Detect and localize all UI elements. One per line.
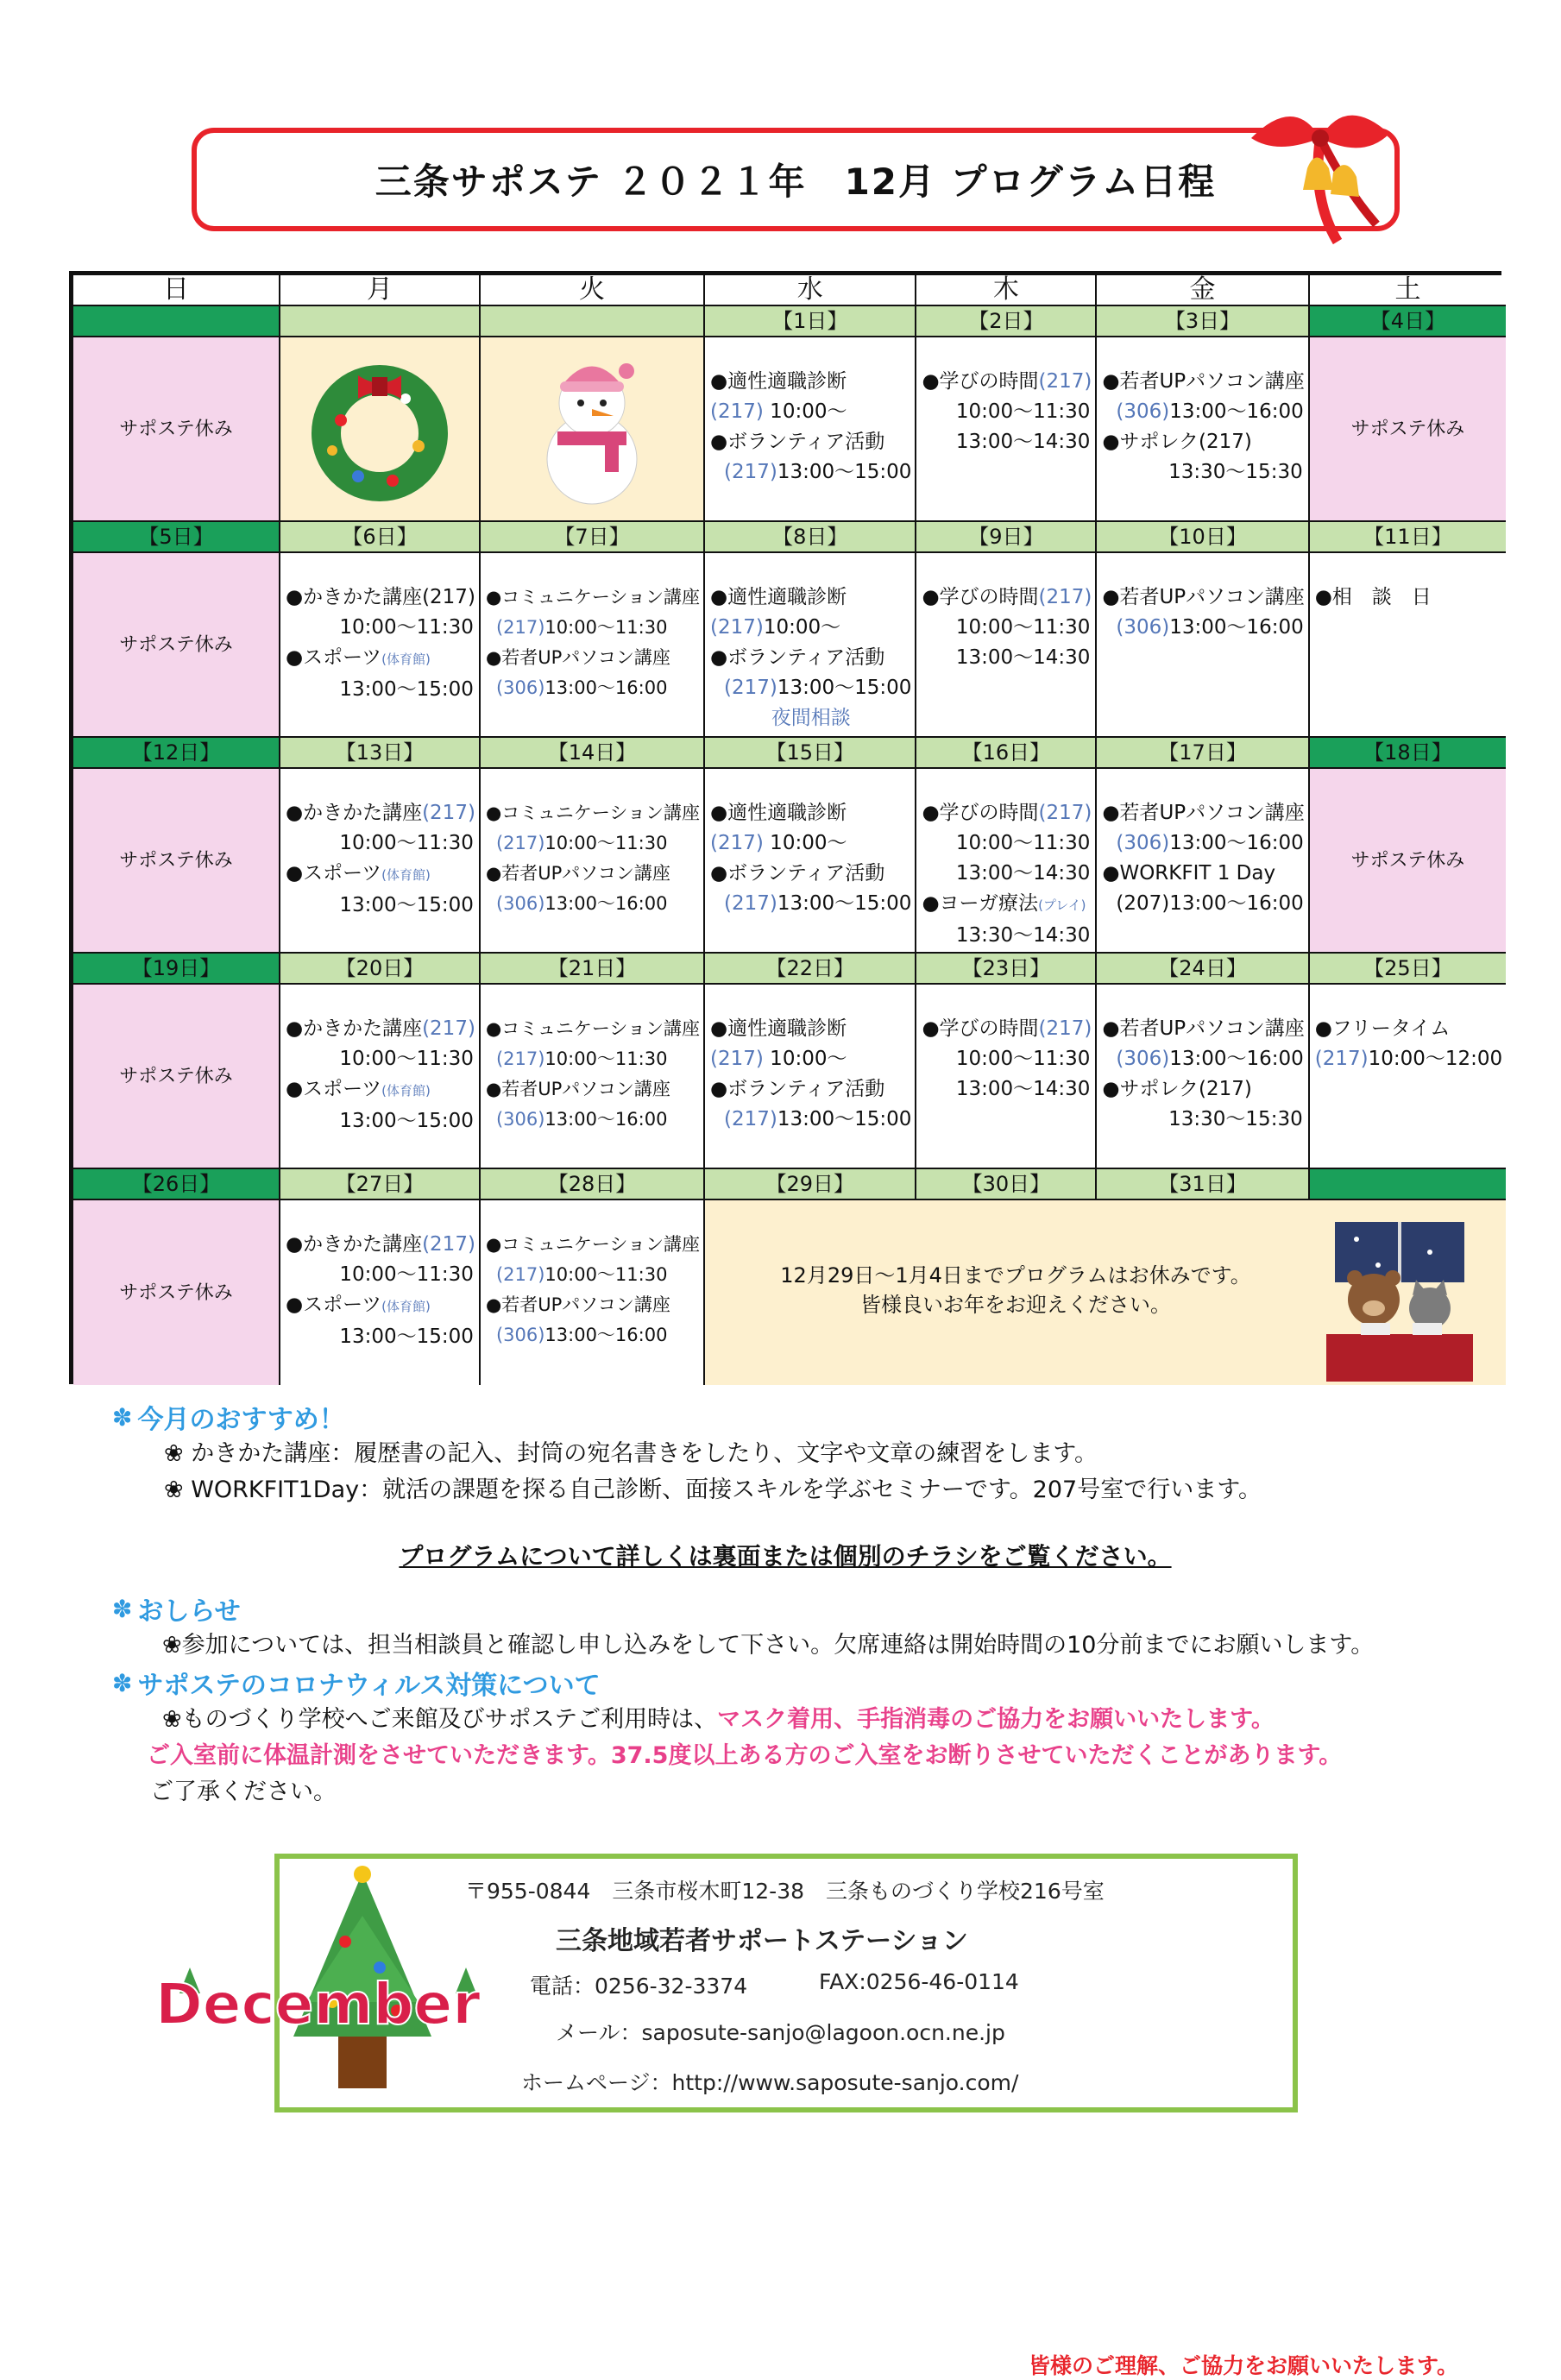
website: ホームページ：http://www.saposute-sanjo.com/ <box>521 2070 1019 2095</box>
time-label: 10:00～11:30 <box>339 616 474 639</box>
program-entry: ●学びの時間 <box>922 802 1039 824</box>
schedule-cell <box>481 553 705 738</box>
place-label: (体育館) <box>381 867 431 883</box>
program-entry: ●若者UPパソコン講座 <box>485 863 670 884</box>
date-label <box>280 306 481 337</box>
fax: FAX:0256-46-0114 <box>819 1969 1019 1994</box>
program-entry: ●適性適職診断 <box>710 802 847 824</box>
time-label: 13:00～15:00 <box>339 894 474 916</box>
date-label: 【1日】 <box>705 306 916 337</box>
time-label: 10:00～11:30 <box>544 1048 668 1069</box>
program-entry: ●かきかた講座 <box>286 802 423 824</box>
closed-cell <box>73 553 280 738</box>
closed-cell <box>73 769 280 954</box>
date-label: 【26日】 <box>73 1169 280 1200</box>
time-label: 13:00～16:00 <box>544 677 668 698</box>
program-entry: ●ボランティア活動 <box>710 431 885 453</box>
place-label: (体育館) <box>381 1083 431 1099</box>
time-label: 13:30～15:30 <box>1168 461 1303 483</box>
weekday-header-thu: 木 <box>916 275 1097 306</box>
date-label: 【7日】 <box>481 522 705 553</box>
snowman-illustration <box>481 337 705 522</box>
room-label: (217) <box>710 400 764 423</box>
room-label: (217) <box>1314 1048 1369 1070</box>
program-entry: ●適性適職診断 <box>710 1017 847 1040</box>
weekday-header-wed: 水 <box>705 275 916 306</box>
date-label: 【31日】 <box>1097 1169 1309 1200</box>
weekday-header-sat: 土 <box>1310 275 1506 306</box>
calendar-grid <box>69 271 1501 1384</box>
time-label: 10:00～11:30 <box>955 616 1091 639</box>
schedule-cell <box>280 985 481 1169</box>
program-entry: ●適性適職診断 <box>710 586 847 608</box>
room-label: (217) <box>1038 1017 1092 1040</box>
time-label: 10:00～11:30 <box>544 617 668 638</box>
program-entry: ●スポーツ <box>286 1294 382 1316</box>
closed-label: サポステ休み <box>119 849 233 872</box>
flower-icon: ✽ <box>112 1668 133 1697</box>
schedule-cell <box>705 337 916 522</box>
closed-cell <box>73 1200 280 1385</box>
time-label: 13:00～15:00 <box>777 1108 912 1130</box>
room-label: (306) <box>1116 1048 1170 1070</box>
recommend-heading: ✽ 今月のおすすめ！ <box>112 1402 345 1435</box>
notice-item: ❀参加については、担当相談員と確認し申し込みをして下さい。欠席連絡は開始時間の10分前までにお願いします。 <box>162 1632 1375 1659</box>
weekday-header-tue: 火 <box>481 275 705 306</box>
schedule-cell <box>916 553 1097 738</box>
date-label: 【24日】 <box>1097 954 1309 985</box>
room-label: (306) <box>1116 400 1170 423</box>
phone: 電話：0256-32-3374 <box>530 1974 748 1999</box>
program-entry: ●スポーツ <box>286 1078 382 1100</box>
date-label: 【6日】 <box>280 522 481 553</box>
time-label: 10:00～ <box>763 1048 847 1070</box>
date-label: 【18日】 <box>1310 738 1506 769</box>
time-label: 10:00～11:30 <box>339 832 474 854</box>
room-label: (217) <box>422 802 475 824</box>
program-entry: ●サポレク(217) <box>1102 431 1252 453</box>
schedule-cell <box>1310 985 1506 1169</box>
program-entry: ●スポーツ <box>286 646 382 669</box>
closed-label: サポステ休み <box>1350 418 1465 440</box>
time-label: 10:00～11:30 <box>544 833 668 853</box>
december-label: December <box>155 1971 481 2037</box>
program-entry: ●コミュニケーション講座 <box>485 587 701 608</box>
weekday-header-mon: 月 <box>280 275 481 306</box>
time-label: 13:00～16:00 <box>544 1325 668 1345</box>
closed-cell <box>73 337 280 522</box>
time-label: 10:00～12:00 <box>1368 1048 1503 1070</box>
time-label: 13:00～16:00 <box>1169 616 1304 639</box>
organization-name: 三条地域若者サポートステーション <box>556 1926 968 1956</box>
room-label: (306) <box>495 1109 545 1130</box>
schedule-cell <box>705 553 916 738</box>
snowman-icon <box>527 347 657 511</box>
time-label: 13:00～16:00 <box>544 1109 668 1130</box>
email: メール：saposute-sanjo@lagoon.ocn.ne.jp <box>556 2020 1005 2045</box>
date-label: 【21日】 <box>481 954 705 985</box>
room-label: (217) <box>495 1264 545 1285</box>
program-entry: ●若者UPパソコン講座 <box>1102 1017 1305 1040</box>
schedule-cell <box>280 769 481 954</box>
place-label: (体育館) <box>381 1299 431 1314</box>
time-label: 13:00～15:00 <box>339 1325 474 1348</box>
bell-ribbon-icon <box>1225 86 1415 259</box>
flower-icon: ✽ <box>112 1402 133 1432</box>
room-label: (217) <box>495 617 545 638</box>
date-label: 【12日】 <box>73 738 280 769</box>
program-entry: ●相 談 日 <box>1314 586 1432 608</box>
date-label: 【5日】 <box>73 522 280 553</box>
room-label: (217) <box>422 1017 475 1040</box>
night-consultation-label: 夜間相談 <box>771 707 851 729</box>
corona-item: ❀ものづくり学校へご来館及びサポステご利用時は、マスク着用、手指消毒のご協力をお願いいたします。 <box>162 1706 1275 1733</box>
date-label: 【8日】 <box>705 522 916 553</box>
christmas-tree-illustration <box>138 1864 544 2097</box>
title-box <box>192 128 1400 231</box>
time-label: 13:00～16:00 <box>1169 832 1304 854</box>
program-entry: ●学びの時間 <box>922 586 1039 608</box>
schedule-cell <box>916 985 1097 1169</box>
schedule-cell <box>1097 985 1309 1169</box>
schedule-cell <box>280 553 481 738</box>
date-label: 【11日】 <box>1310 522 1506 553</box>
room-label: (217) <box>1038 586 1092 608</box>
corona-item: ご了承ください。 <box>150 1779 337 1805</box>
date-label: 【25日】 <box>1310 954 1506 985</box>
date-label: 【19日】 <box>73 954 280 985</box>
notice-heading: ✽ おしらせ <box>112 1594 241 1627</box>
time-label: 10:00～ <box>763 400 847 423</box>
schedule-cell <box>916 337 1097 522</box>
schedule-cell <box>1097 337 1309 522</box>
time-label: 13:00～15:00 <box>339 1110 474 1132</box>
room-label: (217) <box>1038 370 1092 393</box>
closed-cell <box>73 985 280 1169</box>
time-label: 13:00～14:30 <box>955 646 1091 669</box>
date-label: 【2日】 <box>916 306 1097 337</box>
room-label: (217) <box>495 833 545 853</box>
thanks-note: 皆様のご理解、ご協力をお願いいたします。 <box>1028 2353 1458 2378</box>
flower-icon: ✽ <box>112 1594 133 1623</box>
schedule-cell <box>481 1200 705 1385</box>
time-label: 10:00～11:30 <box>955 400 1091 423</box>
schedule-cell <box>1097 769 1309 954</box>
details-notice: プログラムについて詳しくは裏面または個別のチラシをご覧ください。 <box>399 1542 1172 1571</box>
time-label: 13:00～16:00 <box>1169 400 1304 423</box>
program-entry: ●学びの時間 <box>922 1017 1039 1040</box>
program-entry: ●WORKFIT 1 Day <box>1102 862 1276 885</box>
holiday-message-line: 皆様良いお年をお迎えください。 <box>860 1293 1172 1317</box>
schedule-cell <box>1097 553 1309 738</box>
date-label: 【4日】 <box>1310 306 1506 337</box>
program-entry: ●若者UPパソコン講座 <box>1102 802 1305 824</box>
schedule-cell <box>705 985 916 1169</box>
date-label: 【10日】 <box>1097 522 1309 553</box>
room-label: (306) <box>495 677 545 698</box>
schedule-cell <box>481 985 705 1169</box>
date-label: 【20日】 <box>280 954 481 985</box>
date-label: 【23日】 <box>916 954 1097 985</box>
time-label: 10:00～11:30 <box>544 1264 668 1285</box>
time-label: 10:00～ <box>763 616 841 639</box>
program-entry: ●若者UPパソコン講座 <box>485 647 670 668</box>
place-label: (体育館) <box>381 652 431 667</box>
time-label: 13:00～15:00 <box>777 461 912 483</box>
program-entry: ●若者UPパソコン講座 <box>485 1079 670 1099</box>
date-label <box>481 306 705 337</box>
schedule-cell <box>916 769 1097 954</box>
room-label: (217) <box>724 892 777 915</box>
room-label: (217) <box>724 461 777 483</box>
program-entry: ●かきかた講座 <box>286 1017 423 1040</box>
date-label <box>1310 1169 1506 1200</box>
room-label: (306) <box>495 1325 545 1345</box>
room-label: (306) <box>495 893 545 914</box>
date-label: 【27日】 <box>280 1169 481 1200</box>
page-title: 三条サポステ ２０２１年 12月 プログラム日程 <box>375 161 1217 203</box>
time-label: 10:00～11:30 <box>339 1048 474 1070</box>
date-label: 【15日】 <box>705 738 916 769</box>
date-label: 【16日】 <box>916 738 1097 769</box>
time-label: 10:00～11:30 <box>955 1048 1091 1070</box>
wreath-illustration <box>280 337 481 522</box>
closed-label: サポステ休み <box>119 1281 233 1304</box>
program-entry: ●サポレク(217) <box>1102 1078 1252 1100</box>
room-label: (306) <box>1116 832 1170 854</box>
time-label: 13:00～16:00 <box>1169 1048 1304 1070</box>
program-entry: ●ボランティア活動 <box>710 646 885 669</box>
date-label: 【13日】 <box>280 738 481 769</box>
closed-cell <box>1310 769 1506 954</box>
room-label: (217) <box>422 1233 475 1256</box>
room-label: (217) <box>1038 802 1092 824</box>
program-entry: ●かきかた講座(217) <box>286 586 475 608</box>
closed-label: サポステ休み <box>119 633 233 656</box>
room-label: (217) <box>724 1108 777 1130</box>
time-label: 13:00～14:30 <box>955 862 1091 885</box>
time-label: (207)13:00～16:00 <box>1116 892 1304 915</box>
wreath-icon <box>306 351 453 507</box>
place-label: (プレイ) <box>1038 897 1086 913</box>
time-label: 13:30～15:30 <box>1168 1108 1303 1130</box>
weekday-header-sun: 日 <box>73 275 280 306</box>
closed-label: サポステ休み <box>119 1065 233 1087</box>
time-label: 13:00～15:00 <box>777 677 912 699</box>
program-entry: ●ボランティア活動 <box>710 1078 885 1100</box>
recommend-item: ❀ かきかた講座：履歴書の記入、封筒の宛名書きをしたり、文字や文章の練習をします。 <box>164 1440 1098 1467</box>
program-entry: ●若者UPパソコン講座 <box>1102 586 1305 608</box>
date-label <box>73 306 280 337</box>
address: 〒955-0844 三条市桜木町12-38 三条ものづくり学校216号室 <box>465 1879 1105 1904</box>
date-label: 【9日】 <box>916 522 1097 553</box>
time-label: 13:00～14:30 <box>955 1078 1091 1100</box>
schedule-cell <box>705 769 916 954</box>
program-entry: ●ヨーガ療法 <box>922 892 1039 915</box>
time-label: 13:00～14:30 <box>955 431 1091 453</box>
schedule-cell <box>481 769 705 954</box>
time-label: 13:30～14:30 <box>955 924 1091 947</box>
room-label: (217) <box>710 1048 764 1070</box>
time-label: 10:00～11:30 <box>339 1263 474 1286</box>
time-label: 13:00～15:00 <box>777 892 912 915</box>
program-entry: ●コミュニケーション講座 <box>485 1018 701 1039</box>
bear-cat-illustration <box>1326 1218 1473 1382</box>
corona-item: ご入室前に体温計測をさせていただきます。37.5度以上ある方のご入室をお断りさせていただくことがあります。 <box>147 1742 1343 1769</box>
time-label: 10:00～ <box>763 832 847 854</box>
room-label: (217) <box>710 832 764 854</box>
date-label: 【22日】 <box>705 954 916 985</box>
room-label: (217) <box>724 677 777 699</box>
date-label: 【30日】 <box>916 1169 1097 1200</box>
program-entry: ●ボランティア活動 <box>710 862 885 885</box>
program-entry: ●スポーツ <box>286 862 382 885</box>
room-label: (217) <box>495 1048 545 1069</box>
program-entry: ●若者UPパソコン講座 <box>485 1294 670 1315</box>
time-label: 10:00～11:30 <box>955 832 1091 854</box>
time-label: 13:00～15:00 <box>339 678 474 701</box>
holiday-message-line: 12月29日～1月4日までプログラムはお休みです。 <box>780 1263 1251 1288</box>
schedule-cell <box>1310 553 1506 738</box>
room-label: (306) <box>1116 616 1170 639</box>
program-entry: ●コミュニケーション講座 <box>485 1234 701 1255</box>
program-entry: ●若者UPパソコン講座 <box>1102 370 1305 393</box>
schedule-cell <box>280 1200 481 1385</box>
date-label: 【14日】 <box>481 738 705 769</box>
program-entry: ●かきかた講座 <box>286 1233 423 1256</box>
closed-label: サポステ休み <box>119 418 233 440</box>
corona-heading: ✽ サポステのコロナウィルス対策について <box>112 1668 601 1701</box>
recommend-item: ❀ WORKFIT1Day：就活の課題を探る自己診断、面接スキルを学ぶセミナーです。207号室で行います。 <box>164 1476 1262 1503</box>
year-end-holiday-cell <box>705 1200 1506 1385</box>
date-label: 【29日】 <box>705 1169 916 1200</box>
room-label: (217) <box>710 616 764 639</box>
program-entry: ●適性適職診断 <box>710 370 847 393</box>
date-label: 【3日】 <box>1097 306 1309 337</box>
date-label: 【17日】 <box>1097 738 1309 769</box>
date-label: 【28日】 <box>481 1169 705 1200</box>
time-label: 13:00～16:00 <box>544 893 668 914</box>
closed-cell <box>1310 337 1506 522</box>
weekday-header-fri: 金 <box>1097 275 1309 306</box>
program-entry: ●フリータイム <box>1314 1017 1451 1040</box>
program-entry: ●コミュニケーション講座 <box>485 803 701 823</box>
closed-label: サポステ休み <box>1350 849 1465 872</box>
program-entry: ●学びの時間 <box>922 370 1039 393</box>
